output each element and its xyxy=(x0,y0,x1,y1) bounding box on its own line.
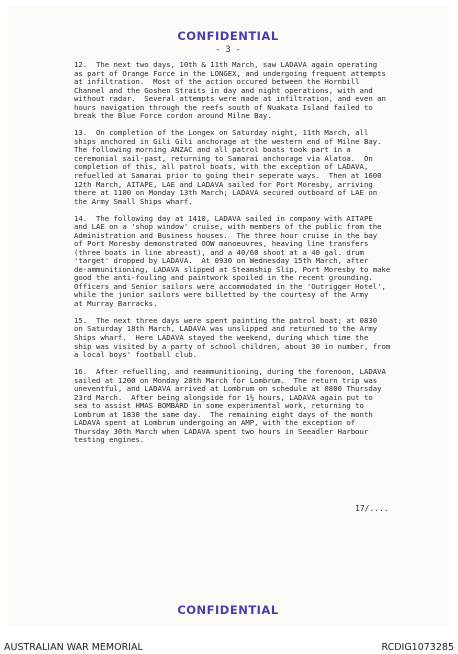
text-line: Thursday 30th March when LADAVA spent two hours in Seeadler Harbour xyxy=(74,427,369,436)
text-line: testing engines. xyxy=(74,436,145,445)
text-line: at infiltration. Most of the action occured between the Hornbill xyxy=(74,78,360,87)
text-line: without radar. Several attempts were made at infiltration, and even an xyxy=(74,95,386,104)
paragraph-13 xyxy=(74,129,444,206)
text-line: Ships wharf. Here LADAVA stayed the weekend, during which time the xyxy=(74,334,369,343)
text-line: Channel and the Goshen Straits in day and night operations, with and xyxy=(74,86,373,95)
paragraph-15 xyxy=(74,317,444,360)
archive-institution: AUSTRALIAN WAR MEMORIAL xyxy=(4,642,143,653)
text-line: 'target' dropped by LADAVA. At 0930 on Wednesday 15th March, after xyxy=(74,257,369,266)
text-line: 12. The next two days, 10th & 11th March, saw LADAVA again operating xyxy=(74,61,378,69)
text-line: completion of this, all patrol boats, with the exception of LADAVA, xyxy=(74,163,369,172)
text-line: at Murray Barracks. xyxy=(74,300,158,308)
document-sheet xyxy=(8,6,448,626)
text-line: Administration and Business houses. The three hour cruise in the bay xyxy=(74,231,378,240)
text-line: sea to assist HMAS BOMBARD in some experimental work, returning to xyxy=(74,402,364,411)
text-line: 23rd March. After being alongside for 1½ hours, LADAVA again put to xyxy=(74,393,373,402)
text-line: refuelled at Samarai prior to going their seperate ways. Then at 1600 xyxy=(74,171,382,180)
text-line: ceremonial sail-past, returning to Samarai anchorage via Alatoa. On xyxy=(74,154,373,163)
text-line: good the anti-fouling and paintwork spoiled in the recent grounding. xyxy=(74,274,373,283)
text-line: ships anchored in Gili Gili anchorage at the western end of Milne Bay. xyxy=(74,137,382,146)
text-line: the Army Small Ships wharf. xyxy=(74,197,193,206)
text-line: ship was visited by a party of school children, about 30 in number, from xyxy=(74,342,391,351)
text-line: on Saturday 18th March, LADAVA was unslipped and returned to the Army xyxy=(74,325,378,334)
text-line: de-ammunitioning, LADAVA slipped at Steamship Slip, Port Moresby to make xyxy=(74,265,391,274)
text-line: break the Blue Force cordon around Milne Bay. xyxy=(74,112,272,121)
text-line: 14. The following day at 1410, LADAVA sailed in company with AITAPE xyxy=(74,214,373,223)
text-line: 12th March, AITAPE, LAE and LADAVA sailed for Port Moresby, arriving xyxy=(74,180,373,189)
text-line: 13. On completion of the Longex on Saturday night, 11th March, all xyxy=(74,129,369,138)
archive-footer xyxy=(0,628,458,654)
text-line: of Port Moresby demonstrated OOW manoeuvres, heaving line transfers xyxy=(74,240,369,249)
text-line: sailed at 1200 on Monday 20th March for Lombrum. The return trip was xyxy=(74,376,378,385)
document-body xyxy=(74,61,444,453)
classification-header: CONFIDENTIAL xyxy=(177,29,279,43)
paragraph-12 xyxy=(74,61,444,121)
classification-footer: CONFIDENTIAL xyxy=(177,603,279,617)
text-line: 15. The next three days were spent painting the patrol boat; at 0830 xyxy=(74,316,378,325)
text-line: hours navigation through the reefs south of Nuakata Island failed to xyxy=(74,103,373,112)
text-line: 16. After refuelling, and reammunitioning, during the forenoon, LADAVA xyxy=(74,368,386,377)
continuation-marker: 17/.... xyxy=(355,504,389,513)
text-line: Officers and Senior sailors were accommodated in the 'Outrigger Hotel', xyxy=(74,282,386,291)
text-line: Lombrum at 1830 the same day. The remaining eight days of the month xyxy=(74,410,373,419)
text-line: uneventful, and LADAVA arrived at Lombrum on schedule at 0800 Thursday xyxy=(74,385,382,394)
text-line: and LAE on a 'shop window' cruise, with members of the public from the xyxy=(74,223,382,232)
archive-reference: RCDIG1073285 xyxy=(381,642,454,653)
text-line: there at 1100 on Monday 13th March; LADAVA secured outboard of LAE on xyxy=(74,189,378,198)
paragraph-16 xyxy=(74,368,444,445)
text-line: The following morning ANZAC and all patrol boats took part in a xyxy=(74,146,351,155)
text-line: while the junior sailors were billetted by the courtesy of the Army xyxy=(74,291,369,300)
text-line: LADAVA spent at Lombrum undergoing an AMP, with the exception of xyxy=(74,419,356,428)
text-line: as part of Orange Force in the LONGEX, and undergoing frequent attempts xyxy=(74,69,386,78)
paragraph-14 xyxy=(74,215,444,309)
page-number: - 3 - xyxy=(215,45,241,55)
text-line: a local boys' football club. xyxy=(74,351,198,360)
text-line: (three boats in line abreast), and a 40/60 shoot at a 40 gal. drum xyxy=(74,248,364,257)
